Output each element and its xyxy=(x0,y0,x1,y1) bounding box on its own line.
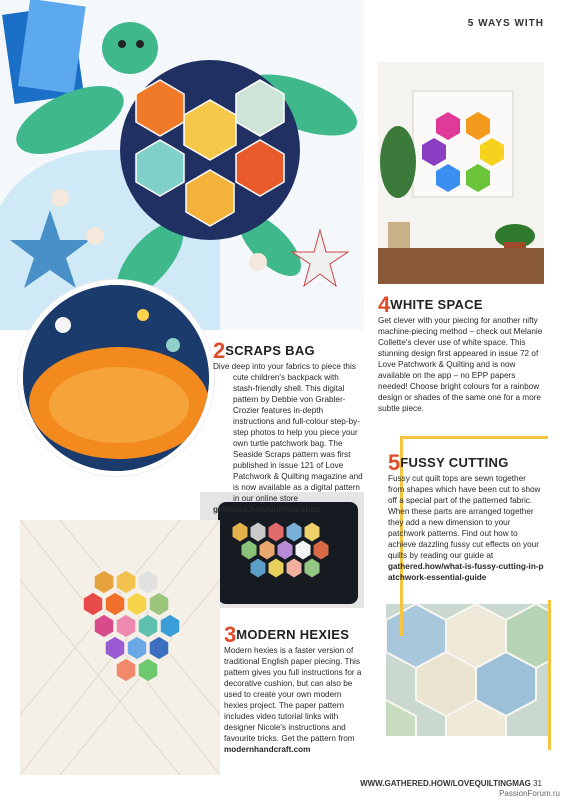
section-title: FUSSY CUTTING xyxy=(400,455,509,470)
section-body: Modern hexies is a faster version of traditional English paper piecing. This pattern gives you full instructions for a decorative cushion, but can also be used to create your own modern hexies project. The paper pattern includes video tutorial links with designer Nicole's instructions and favourite tricks. Get the pattern from xyxy=(224,646,362,743)
section-link[interactable]: gathered.how/quilting-shop xyxy=(213,505,321,514)
section-title: SCRAPS BAG xyxy=(225,343,315,358)
section-white-space xyxy=(378,292,544,414)
bag-closeup-photo xyxy=(18,280,214,476)
fussy-cutting-photo xyxy=(386,604,548,736)
section-title: WHITE SPACE xyxy=(390,297,483,312)
section-body: Dive deep into your fabrics to piece this cute children's backpack with stash-friendly shell. This digital pattern by Debbie von Grabler-Crozier features in-depth instructions and full-colour step-by-step photos to help you piece your own turtle patchwork bag. The Seaside Scraps pattern was first published in issue 121 of Love Patchwork & Quilting magazine and is now available as a digital pattern in our online store xyxy=(213,362,363,503)
footer xyxy=(360,779,542,788)
accent-bar-right xyxy=(548,600,551,750)
footer-url[interactable]: WWW.GATHERED.HOW/LOVEQUILTINGMAG xyxy=(360,779,531,788)
section-number: 5 xyxy=(388,450,401,475)
section-link[interactable]: gathered.how/what-is-fussy-cutting-in-patchwork-essential-guide xyxy=(388,562,544,582)
turtle-bag-photo xyxy=(0,0,364,330)
section-fussy-cutting xyxy=(388,450,544,583)
section-header: 5 WAYS WITH xyxy=(467,18,544,29)
section-number: 2 xyxy=(213,338,226,363)
section-number: 4 xyxy=(378,292,391,317)
section-number: 3 xyxy=(224,622,237,647)
section-body: Fussy cut quilt tops are sewn together from shapes which have been cut to show off a special part of the patterned fabric. When these parts are arranged together they add a new dimension to your patchwork patterns. Find out how to achieve dazzling fussy cut effects on your quilts by reading our guide at xyxy=(388,474,541,560)
section-modern-hexies xyxy=(224,622,364,755)
modern-hexies-pillow-photo xyxy=(20,520,220,775)
white-space-quilt-photo xyxy=(378,62,544,284)
section-title: MODERN HEXIES xyxy=(236,627,350,642)
accent-bar-horizontal xyxy=(400,436,548,439)
section-scraps-bag xyxy=(213,338,363,515)
section-body: Get clever with your piecing for another nifty machine-piecing method – check out Melanie Collette's clever use of white space. This stunning design first appeared in issue 72 of Love Patchwork & Quilting and is now available on the app – no EPP papers needed! Choose bright colours for a rainbow design or shades of the same one for a more subtle piece. xyxy=(378,316,543,413)
watermark: PassionForum.ru xyxy=(499,789,560,798)
page-number: 31 xyxy=(533,779,542,788)
section-link[interactable]: modernhandcraft.com xyxy=(224,745,311,754)
